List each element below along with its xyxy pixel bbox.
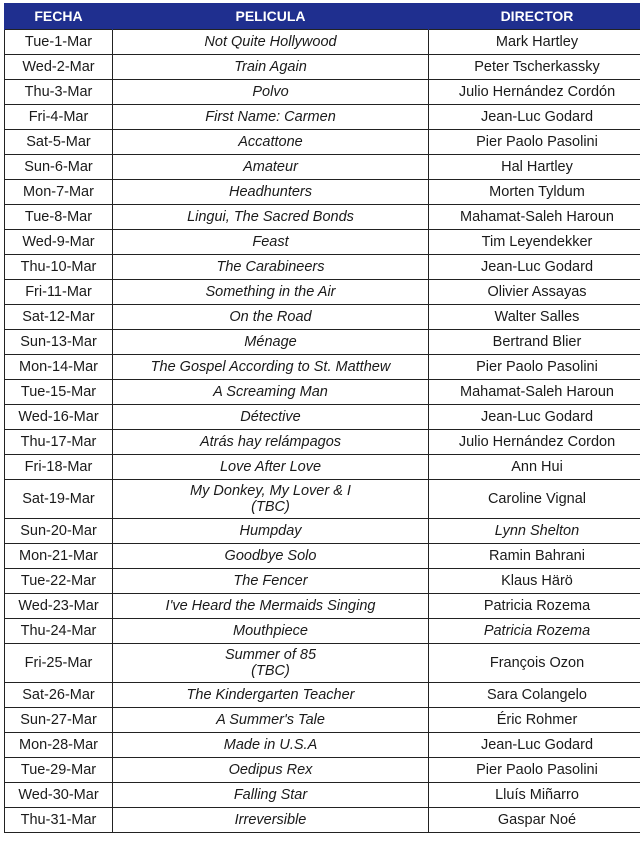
table-row — [5, 619, 640, 644]
table-row — [5, 644, 640, 683]
cell-director: Caroline Vignal — [429, 480, 640, 519]
cell-date: Sat-12-Mar — [5, 305, 113, 330]
cell-film: Atrás hay relámpagos — [113, 430, 429, 455]
cell-director: Lluís Miñarro — [429, 783, 640, 808]
cell-date: Thu-24-Mar — [5, 619, 113, 644]
column-header-date: FECHA — [5, 3, 113, 30]
cell-date: Tue-15-Mar — [5, 380, 113, 405]
table-row — [5, 455, 640, 480]
cell-director: Jean-Luc Godard — [429, 255, 640, 280]
cell-director: Olivier Assayas — [429, 280, 640, 305]
cell-director: Pier Paolo Pasolini — [429, 130, 640, 155]
cell-date: Mon-21-Mar — [5, 544, 113, 569]
cell-director: Tim Leyendekker — [429, 230, 640, 255]
cell-date: Tue-1-Mar — [5, 30, 113, 55]
cell-date: Sat-5-Mar — [5, 130, 113, 155]
cell-director: Julio Hernández Cordon — [429, 430, 640, 455]
cell-director: Pier Paolo Pasolini — [429, 355, 640, 380]
table-row — [5, 305, 640, 330]
cell-film: Accattone — [113, 130, 429, 155]
cell-film: Mouthpiece — [113, 619, 429, 644]
cell-director: Patricia Rozema — [429, 594, 640, 619]
cell-date: Tue-22-Mar — [5, 569, 113, 594]
cell-director: Jean-Luc Godard — [429, 733, 640, 758]
cell-date: Thu-10-Mar — [5, 255, 113, 280]
cell-date: Mon-7-Mar — [5, 180, 113, 205]
table-row — [5, 155, 640, 180]
cell-date: Wed-30-Mar — [5, 783, 113, 808]
cell-date: Fri-18-Mar — [5, 455, 113, 480]
cell-film: Headhunters — [113, 180, 429, 205]
cell-director: Ann Hui — [429, 455, 640, 480]
cell-film: Amateur — [113, 155, 429, 180]
cell-date: Tue-8-Mar — [5, 205, 113, 230]
cell-director: Bertrand Blier — [429, 330, 640, 355]
cell-date: Mon-14-Mar — [5, 355, 113, 380]
table-row — [5, 708, 640, 733]
cell-date: Sun-27-Mar — [5, 708, 113, 733]
cell-director: Patricia Rozema — [429, 619, 640, 644]
film-title: My Donkey, My Lover & I — [190, 483, 351, 499]
cell-date: Fri-25-Mar — [5, 644, 113, 683]
cell-director: Mahamat-Saleh Haroun — [429, 380, 640, 405]
table-row — [5, 380, 640, 405]
table-row — [5, 405, 640, 430]
cell-film: Irreversible — [113, 808, 429, 833]
table-row — [5, 205, 640, 230]
column-header-film: PELICULA — [113, 3, 429, 30]
cell-date: Fri-4-Mar — [5, 105, 113, 130]
footnote-text — [4, 836, 636, 842]
column-header-director: DIRECTOR — [429, 3, 640, 30]
table-row — [5, 569, 640, 594]
cell-director: Julio Hernández Cordón — [429, 80, 640, 105]
table-row — [5, 180, 640, 205]
table-row — [5, 55, 640, 80]
cell-film: First Name: Carmen — [113, 105, 429, 130]
table-row — [5, 255, 640, 280]
cell-date: Tue-29-Mar — [5, 758, 113, 783]
cell-date: Wed-23-Mar — [5, 594, 113, 619]
table-row — [5, 683, 640, 708]
cell-date: Sun-13-Mar — [5, 330, 113, 355]
cell-director: Mark Hartley — [429, 30, 640, 55]
cell-date: Thu-17-Mar — [5, 430, 113, 455]
table-row — [5, 105, 640, 130]
cell-director: Mahamat-Saleh Haroun — [429, 205, 640, 230]
cropped-footnote — [4, 835, 636, 842]
table-row — [5, 30, 640, 55]
cell-director: Klaus Härö — [429, 569, 640, 594]
cell-director: Sara Colangelo — [429, 683, 640, 708]
table-row — [5, 430, 640, 455]
cell-film: The Kindergarten Teacher — [113, 683, 429, 708]
cell-film: Feast — [113, 230, 429, 255]
cell-date: Fri-11-Mar — [5, 280, 113, 305]
table-row — [5, 355, 640, 380]
cell-date: Sat-26-Mar — [5, 683, 113, 708]
cell-film: Something in the Air — [113, 280, 429, 305]
cell-director: Gaspar Noé — [429, 808, 640, 833]
cell-director: Walter Salles — [429, 305, 640, 330]
cell-film: The Gospel According to St. Matthew — [113, 355, 429, 380]
cell-film: Made in U.S.A — [113, 733, 429, 758]
cell-film: Lingui, The Sacred Bonds — [113, 205, 429, 230]
table-row — [5, 330, 640, 355]
film-note: (TBC) — [251, 663, 290, 679]
cell-date: Wed-16-Mar — [5, 405, 113, 430]
table-row — [5, 280, 640, 305]
table-header-row — [5, 3, 640, 30]
cell-film: Falling Star — [113, 783, 429, 808]
cell-film: Ménage — [113, 330, 429, 355]
cell-film: A Summer's Tale — [113, 708, 429, 733]
cell-director: Peter Tscherkassky — [429, 55, 640, 80]
cell-date: Wed-9-Mar — [5, 230, 113, 255]
cell-date: Wed-2-Mar — [5, 55, 113, 80]
table-row — [5, 480, 640, 519]
table-row — [5, 783, 640, 808]
table-row — [5, 519, 640, 544]
cell-film: I've Heard the Mermaids Singing — [113, 594, 429, 619]
film-title: Summer of 85 — [224, 647, 317, 663]
cell-director: Éric Rohmer — [429, 708, 640, 733]
table-row — [5, 758, 640, 783]
cell-film — [113, 480, 429, 519]
cell-date: Sat-19-Mar — [5, 480, 113, 519]
cell-date: Thu-31-Mar — [5, 808, 113, 833]
cell-director: Pier Paolo Pasolini — [429, 758, 640, 783]
cell-film: Love After Love — [113, 455, 429, 480]
cell-film: Humpday — [113, 519, 429, 544]
cell-film: Goodbye Solo — [113, 544, 429, 569]
cell-director: Morten Tyldum — [429, 180, 640, 205]
cell-film: The Carabineers — [113, 255, 429, 280]
cell-date: Sun-6-Mar — [5, 155, 113, 180]
cell-film: A Screaming Man — [113, 380, 429, 405]
cell-film: Not Quite Hollywood — [113, 30, 429, 55]
table-row — [5, 594, 640, 619]
cell-date: Mon-28-Mar — [5, 733, 113, 758]
film-note: (TBC) — [251, 499, 290, 515]
table-row — [5, 733, 640, 758]
cell-director: Lynn Shelton — [429, 519, 640, 544]
cell-film: Train Again — [113, 55, 429, 80]
film-schedule-table — [4, 3, 640, 833]
cell-film: The Fencer — [113, 569, 429, 594]
cell-film: Oedipus Rex — [113, 758, 429, 783]
table-row — [5, 80, 640, 105]
table-row — [5, 130, 640, 155]
table-body — [5, 30, 640, 833]
cell-director: Jean-Luc Godard — [429, 405, 640, 430]
cell-date: Thu-3-Mar — [5, 80, 113, 105]
cell-film — [113, 644, 429, 683]
cell-director: Jean-Luc Godard — [429, 105, 640, 130]
cell-film: On the Road — [113, 305, 429, 330]
cell-director: François Ozon — [429, 644, 640, 683]
cell-date: Sun-20-Mar — [5, 519, 113, 544]
table-row — [5, 808, 640, 833]
cell-film: Polvo — [113, 80, 429, 105]
cell-film: Détective — [113, 405, 429, 430]
cell-director: Ramin Bahrani — [429, 544, 640, 569]
table-row — [5, 230, 640, 255]
cell-director: Hal Hartley — [429, 155, 640, 180]
table-row — [5, 544, 640, 569]
